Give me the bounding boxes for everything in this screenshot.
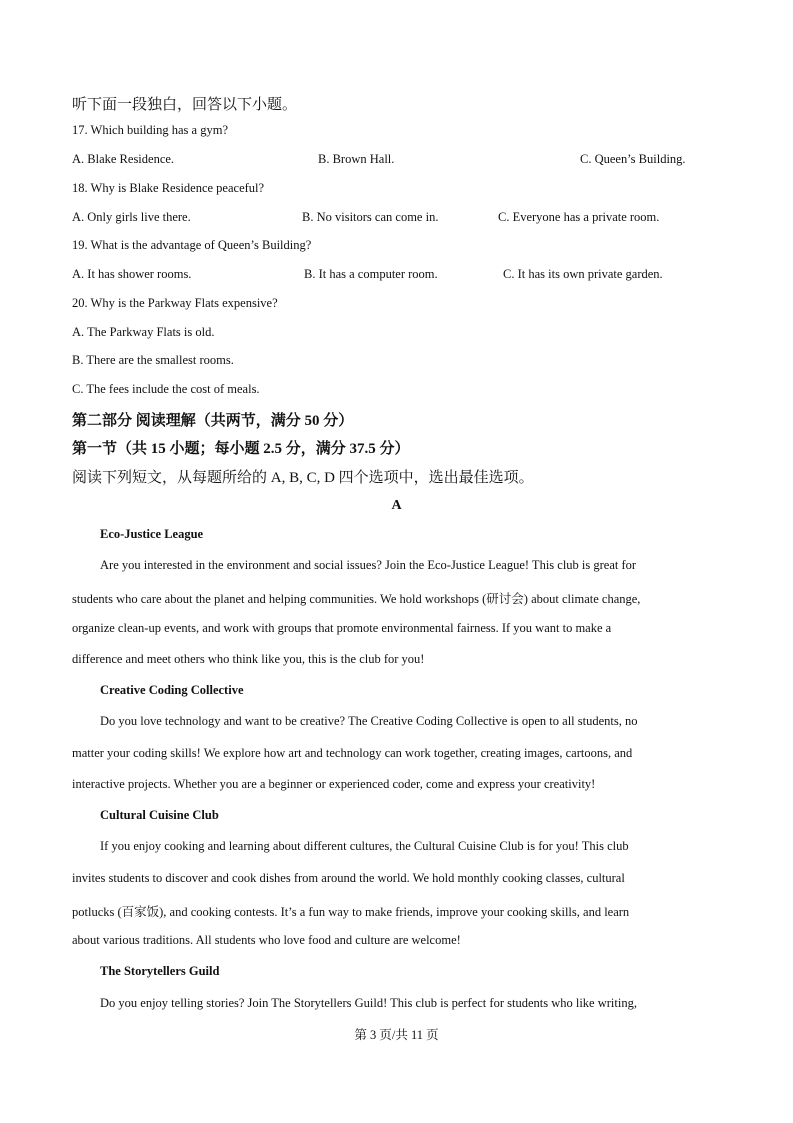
club-title-creative-coding: Creative Coding Collective <box>100 683 244 697</box>
passage-label: A <box>391 498 402 513</box>
section-one-title: 第一节（共 15 小题；每小题 2.5 分，满分 37.5 分） <box>72 441 410 457</box>
question-18-option-c: C. Everyone has a private room. <box>498 210 660 224</box>
question-18-stem: 18. Why is Blake Residence peaceful? <box>72 181 265 195</box>
part-two-title: 第二部分 阅读理解（共两节，满分 50 分） <box>72 413 354 429</box>
question-17-option-a: A. Blake Residence. <box>72 152 175 166</box>
question-19-option-b: B. It has a computer room. <box>304 267 438 281</box>
club-title-eco-justice: Eco-Justice League <box>100 527 204 541</box>
club-eco-line-1: Are you interested in the environment and social issues? Join the Eco-Justice League! This club is great for <box>100 558 637 572</box>
club-eco-line-3: organize clean-up events, and work with groups that promote environmental fairness. If you want to make a <box>72 621 612 635</box>
question-18-option-a: A. Only girls live there. <box>72 210 191 224</box>
question-20-stem: 20. Why is the Parkway Flats expensive? <box>72 296 278 310</box>
page-number: 第 3 页/共 11 页 <box>354 1028 439 1042</box>
question-17-stem: 17. Which building has a gym? <box>72 123 228 137</box>
club-eco-line-4: difference and meet others who think like you, this is the club for you! <box>72 652 425 666</box>
club-eco-line-2: students who care about the planet and helping communities. We hold workshops (研讨会) about climate change, <box>72 592 641 606</box>
club-coding-line-2: matter your coding skills! We explore how art and technology can work together, creating images, cartoons, and <box>72 746 633 760</box>
question-17-option-b: B. Brown Hall. <box>318 152 395 166</box>
question-18-option-b: B. No visitors can come in. <box>302 210 439 224</box>
club-title-storytellers: The Storytellers Guild <box>100 964 220 978</box>
question-20-option-c: C. The fees include the cost of meals. <box>72 382 260 396</box>
question-20-option-a: A. The Parkway Flats is old. <box>72 325 215 339</box>
club-cuisine-line-3: potlucks (百家饭), and cooking contests. It’s a fun way to make friends, improve your cooking skills, and learn <box>72 905 630 919</box>
reading-instruction: 阅读下列短文，从每题所给的 A, B, C, D 四个选项中，选出最佳选项。 <box>72 470 534 486</box>
question-20-option-b: B. There are the smallest rooms. <box>72 353 234 367</box>
listening-intro: 听下面一段独白，回答以下小题。 <box>72 97 298 113</box>
question-19-option-c: C. It has its own private garden. <box>503 267 663 281</box>
club-story-line-1: Do you enjoy telling stories? Join The Storytellers Guild! This club is perfect for students who like writing, <box>100 996 637 1010</box>
club-title-cultural-cuisine: Cultural Cuisine Club <box>100 808 219 822</box>
club-coding-line-1: Do you love technology and want to be creative? The Creative Coding Collective is open to all students, no <box>100 714 638 728</box>
question-19-option-a: A. It has shower rooms. <box>72 267 192 281</box>
club-cuisine-line-4: about various traditions. All students who love food and culture are welcome! <box>72 933 461 947</box>
question-17-option-c: C. Queen’s Building. <box>580 152 686 166</box>
club-coding-line-3: interactive projects. Whether you are a beginner or experienced coder, come and express your creativity! <box>72 777 596 791</box>
club-cuisine-line-2: invites students to discover and cook dishes from around the world. We hold monthly cooking classes, cultural <box>72 871 625 885</box>
question-19-stem: 19. What is the advantage of Queen’s Building? <box>72 238 312 252</box>
club-cuisine-line-1: If you enjoy cooking and learning about different cultures, the Cultural Cuisine Club is for you! This club <box>100 839 629 853</box>
